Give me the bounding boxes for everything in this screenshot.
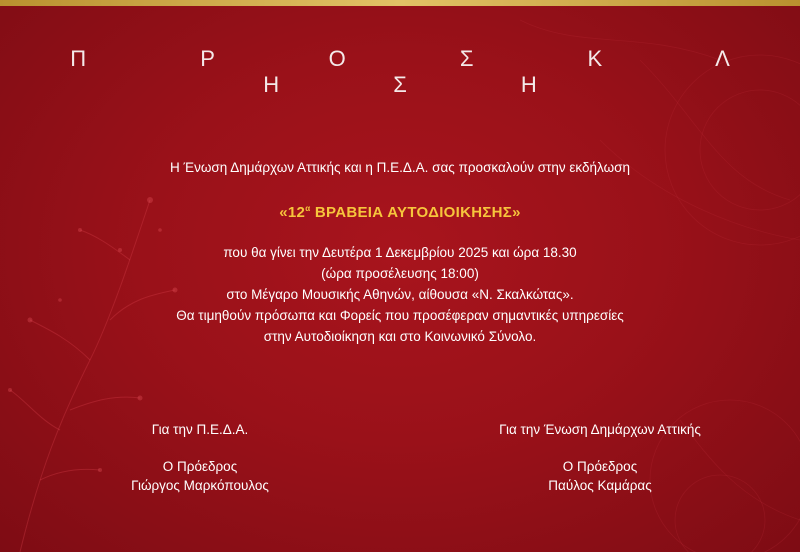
- event-name-rest: ΒΡΑΒΕΙΑ ΑΥΤΟΔΙΟΙΚΗΣΗΣ»: [310, 204, 521, 221]
- event-name-superscript: α: [305, 204, 311, 213]
- signature-name: Γιώργος Μαρκόπουλος: [131, 478, 269, 493]
- details-line-honorees: Θα τιμηθούν πρόσωπα και Φορείς που προσέφεραν σημαντικές υπηρεσίες: [176, 308, 624, 323]
- signature-name: Παύλος Καμάρας: [548, 478, 652, 493]
- signature-role: Ο Πρόεδρος: [562, 459, 638, 474]
- signature-enosi: [460, 420, 740, 495]
- event-details: [0, 242, 800, 347]
- intro-text: Η Ένωση Δημάρχων Αττικής και η Π.Ε.Δ.Α. σας προσκαλούν στην εκδήλωση: [170, 160, 630, 175]
- event-name-prefix: «12: [279, 204, 306, 221]
- details-line-date: που θα γίνει την Δευτέρα 1 Δεκεμβρίου 2025 και ώρα 18.30: [223, 245, 577, 260]
- details-line-arrival: (ώρα προσέλευσης 18:00): [321, 266, 479, 281]
- invitation-title: Π Ρ Ο Σ Κ Λ Η Σ Η: [70, 46, 784, 97]
- signature-role: Ο Πρόεδρος: [162, 459, 238, 474]
- signature-peda: [100, 420, 300, 495]
- signature-org: Για την Π.Ε.Δ.Α.: [151, 422, 249, 437]
- signature-org: Για την Ένωση Δημάρχων Αττικής: [499, 422, 701, 437]
- details-line-venue: στο Μέγαρο Μουσικής Αθηνών, αίθουσα «Ν. Σκαλκώτας».: [226, 287, 574, 302]
- details-line-society: στην Αυτοδιοίκηση και στο Κοινωνικό Σύνολο.: [263, 329, 537, 344]
- event-name: [0, 204, 800, 221]
